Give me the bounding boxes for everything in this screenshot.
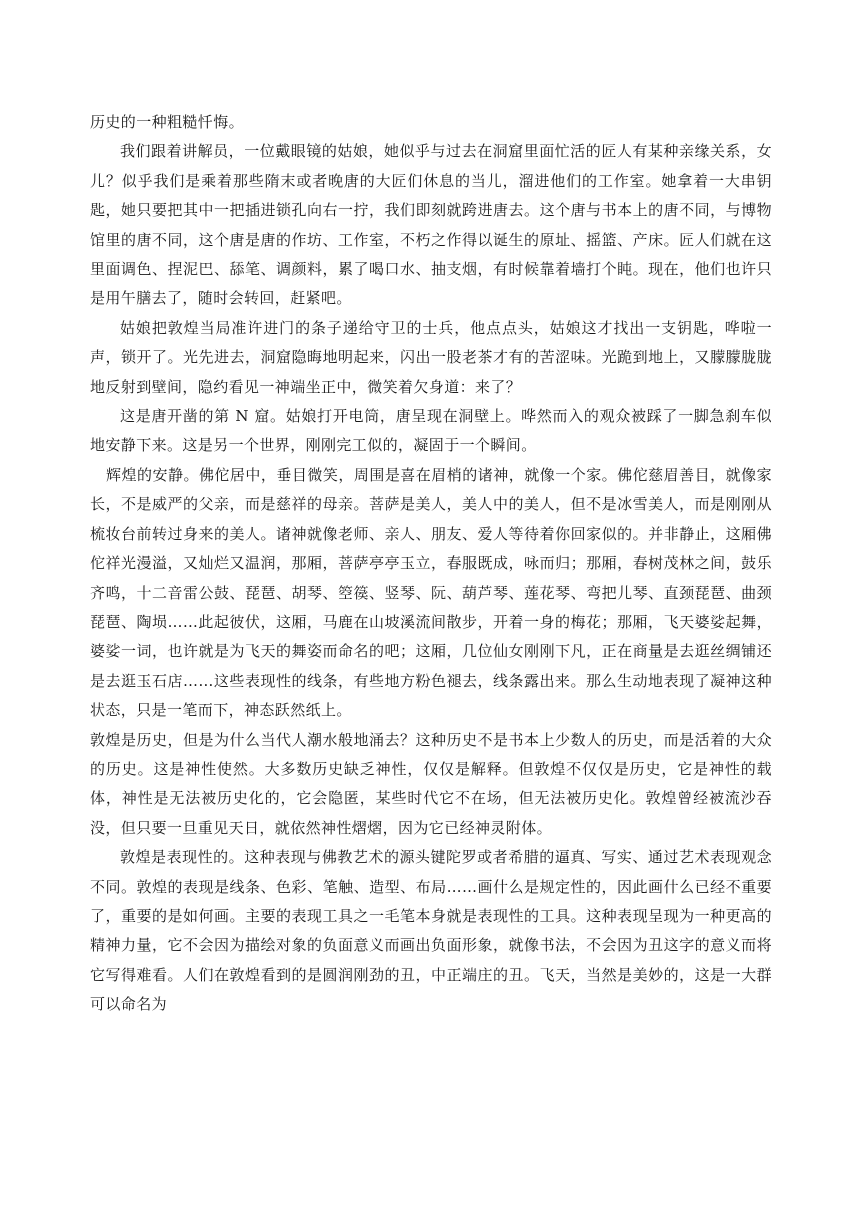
article-body [90,108,772,1020]
paragraph: 敦煌是表现性的。这种表现与佛教艺术的源头键陀罗或者希腊的逼真、写实、通过艺术表现观念不同。敦煌的表现是线条、色彩、笔触、造型、布局……画什么是规定性的，因此画什么已经不重要了，重要的是如何画。主要的表现工具之一毛笔本身就是表现性的工具。这种表现呈现为一种更高的精神力量，它不会因为描绘对象的负面意义而画出负面形象，就像书法，不会因为丑这字的意义而将它写得难看。人们在敦煌看到的是圆润刚劲的丑，中正端庄的丑。飞天，当然是美妙的，这是一大群可以命名为 [90,848,772,1014]
paragraph: 姑娘把敦煌当局准许进门的条子递给守卫的士兵，他点点头，姑娘这才找出一支钥匙，哗啦一声，锁开了。光先进去，洞窟隐晦地明起来，闪出一股老茶才有的苦涩味。光跪到地上，又朦朦胧胧地反射到壁间，隐约看见一神端坐正中，微笑着欠身道：来了？ [90,318,772,396]
paragraph: 历史的一种粗糙忏悔。 [90,113,245,131]
paragraph: 敦煌是历史，但是为什么当代人潮水般地涌去？这种历史不是书本上少数人的历史，而是活着的大众的历史。这是神性使然。大多数历史缺乏神性，仅仅是解释。但敦煌不仅仅是历史，它是神性的载体，神性是无法被历史化的，它会隐匿，某些时代它不在场，但无法被历史化。敦煌曾经被流沙吞没，但只要一旦重见天日，就依然神性熠熠，因为它已经神灵附体。 [90,730,772,837]
paragraph: 辉煌的安静。佛佗居中，垂目微笑，周围是喜在眉梢的诸神，就像一个家。佛佗慈眉善目，就像家长，不是威严的父亲，而是慈祥的母亲。菩萨是美人，美人中的美人，但不是冰雪美人，而是刚刚从梳妆台前转过身来的美人。诸神就像老师、亲人、朋友、爱人等待着你回家似的。并非静止，这厢佛佗祥光漫溢，又灿烂又温润，那厢，菩萨亭亭玉立，春服既成，咏而归；那厢，春树茂林之间，鼓乐齐鸣，十二音雷公鼓、琵琶、胡琴、箜篌、竖琴、阮、葫芦琴、莲花琴、弯把儿琴、直颈琵琶、曲颈琵琶、陶埙……此起彼伏，这厢，马鹿在山坡溪流间散步，开着一身的梅花；那厢，飞天婆娑起舞，婆娑一词，也许就是为飞天的舞姿而命名的吧；这厢，几位仙女刚刚下凡，正在商量是去逛丝绸铺还是去逛玉石店……这些表现性的线条，有些地方粉色褪去，线条露出来。那么生动地表现了凝神这种状态，只是一笔而下，神态跃然纸上。 [90,465,772,720]
paragraph: 我们跟着讲解员，一位戴眼镜的姑娘，她似乎与过去在洞窟里面忙活的匠人有某种亲缘关系，女儿？似乎我们是乘着那些隋末或者晚唐的大匠们休息的当儿，溜进他们的工作室。她拿着一大串钥匙，她只要把其中一把插进锁孔向右一拧，我们即刻就跨进唐去。这个唐与书本上的唐不同，与博物馆里的唐不同，这个唐是唐的作坊、工作室，不朽之作得以诞生的原址、摇篮、产床。匠人们就在这里面调色、捏泥巴、舔笔、调颜料，累了喝口水、抽支烟，有时候靠着墙打个盹。现在，他们也许只是用午膳去了，随时会转回，赶紧吧。 [90,142,772,308]
paragraph: 这是唐开凿的第 N 窟。姑娘打开电筒，唐呈现在洞壁上。哗然而入的观众被踩了一脚急刹车似地安静下来。这是另一个世界，刚刚完工似的，凝固于一个瞬间。 [90,407,772,455]
